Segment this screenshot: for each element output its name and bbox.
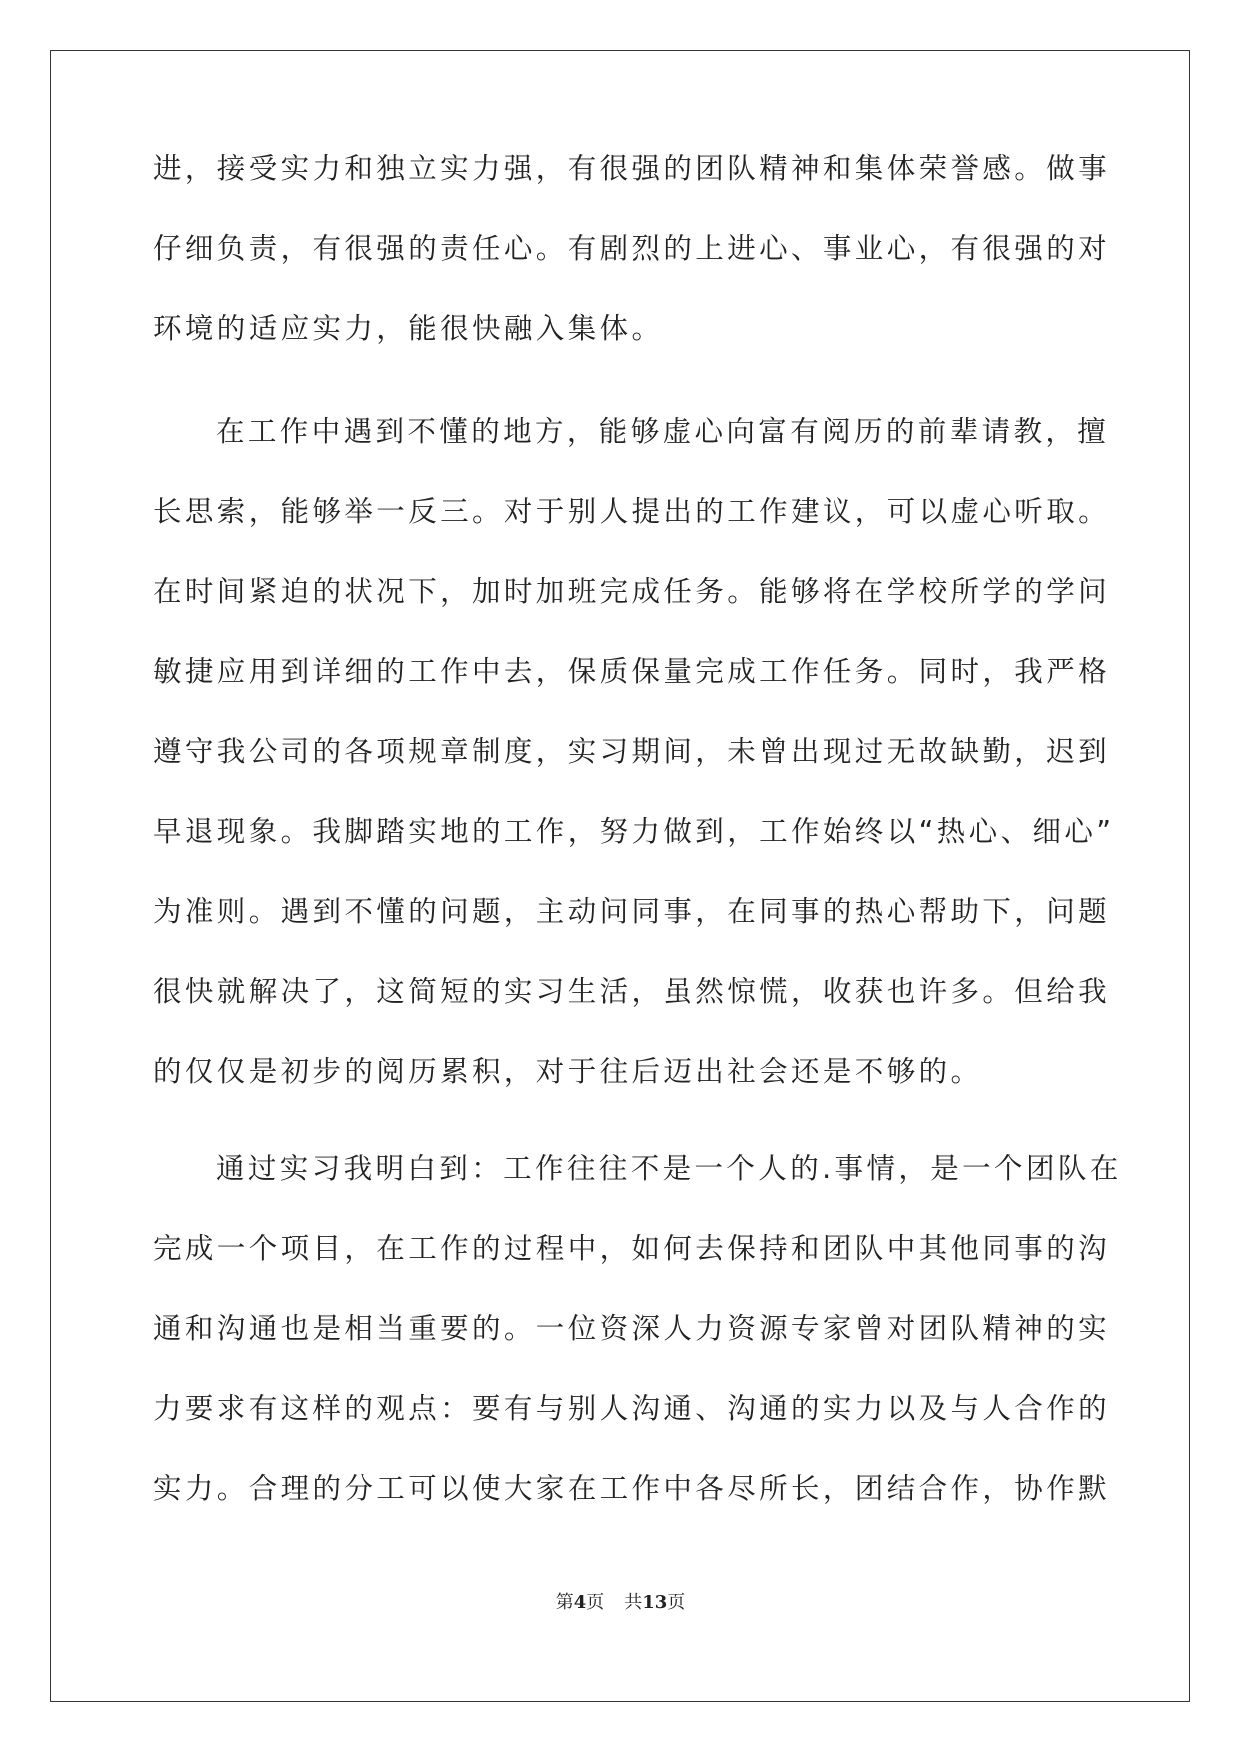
body-line: 实力。合理的分工可以使大家在工作中各尽所长，团结合作，协作默: [153, 1472, 1111, 1505]
body-line: 通和沟通也是相当重要的。一位资深人力资源专家曾对团队精神的实: [153, 1312, 1111, 1345]
body-line: 长思索，能够举一反三。对于别人提出的工作建议，可以虚心听取。: [153, 495, 1111, 528]
page-suffix: 页: [586, 1592, 605, 1613]
body-line: 进，接受实力和独立实力强，有很强的团队精神和集体荣誉感。做事: [153, 152, 1111, 185]
body-line: 很快就解决了，这简短的实习生活，虽然惊慌，收获也许多。但给我: [153, 975, 1111, 1008]
page-footer: [0, 1588, 1241, 1614]
paragraph-start-line: 通过实习我明白到：工作往往不是一个人的.事情，是一个团队在: [216, 1152, 1122, 1185]
body-line: 仔细负责，有很强的责任心。有剧烈的上进心、事业心，有很强的对: [153, 232, 1111, 265]
body-line: 敏捷应用到详细的工作中去，保质保量完成工作任务。同时，我严格: [153, 655, 1111, 688]
body-line: 在时间紧迫的状况下，加时加班完成任务。能够将在学校所学的学问: [153, 575, 1111, 608]
paragraph-start-line: 在工作中遇到不懂的地方，能够虚心向富有阅历的前辈请教，擅: [216, 415, 1110, 448]
page-border: [50, 50, 1190, 1702]
body-line: 遵守我公司的各项规章制度，实习期间，未曾出现过无故缺勤，迟到: [153, 735, 1111, 768]
body-line: 的仅仅是初步的阅历累积，对于往后迈出社会还是不够的。: [153, 1055, 983, 1088]
page-prefix: 第: [555, 1592, 574, 1613]
total-pages: 13: [642, 1592, 668, 1613]
body-line: 完成一个项目，在工作的过程中，如何去保持和团队中其他同事的沟: [153, 1232, 1111, 1265]
body-line: 环境的适应实力，能很快融入集体。: [153, 312, 664, 345]
body-line: 力要求有这样的观点：要有与别人沟通、沟通的实力以及与人合作的: [153, 1392, 1111, 1425]
body-line: 为准则。遇到不懂的问题，主动问同事，在同事的热心帮助下，问题: [153, 895, 1111, 928]
page-number: 4: [573, 1592, 587, 1613]
body-line: 早退现象。我脚踏实地的工作，努力做到，工作始终以“热心、细心”: [153, 815, 1115, 848]
total-prefix: 共: [624, 1592, 643, 1613]
total-suffix: 页: [667, 1592, 686, 1613]
